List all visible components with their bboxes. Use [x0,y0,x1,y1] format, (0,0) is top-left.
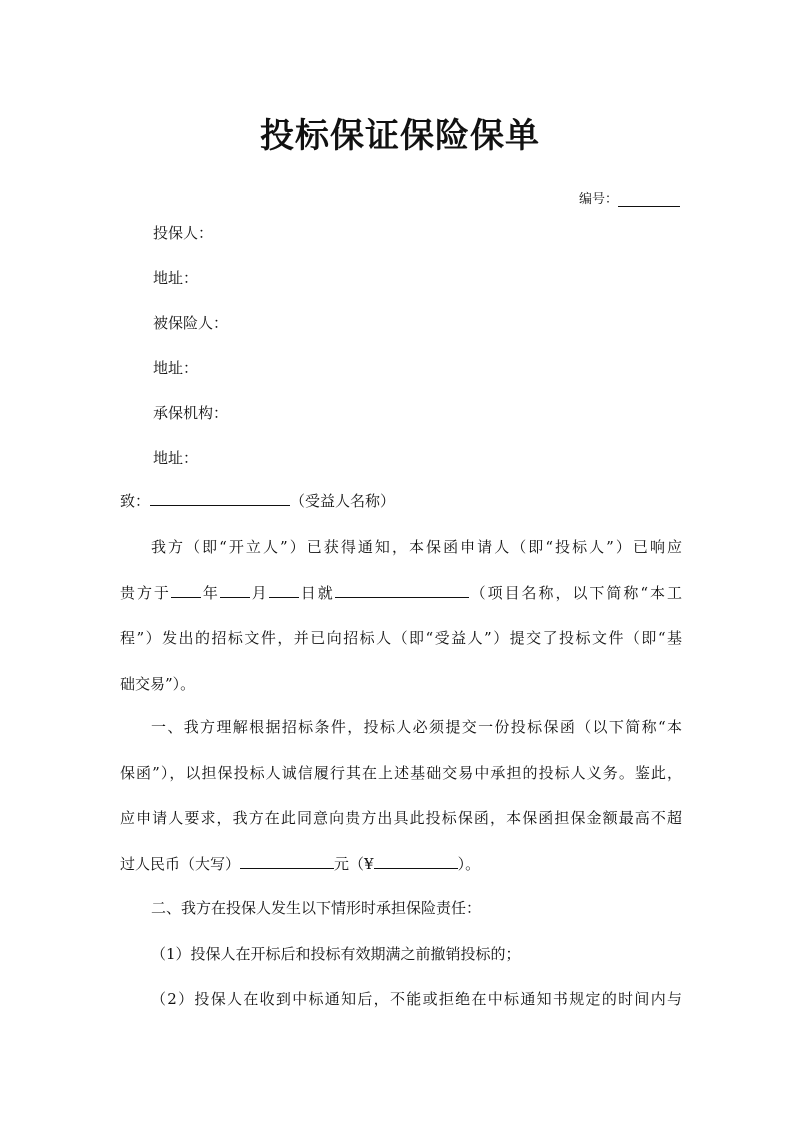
text-fragment: 过人民币（大写） [120,854,241,873]
text-fragment: 月 [249,583,269,602]
amount-words-blank [240,854,334,869]
paragraph-line: 一、我方理解根据招标条件，投标人必须提交一份投标保函（以下简称“本 [151,718,682,736]
month-blank [220,583,250,598]
paragraph-clause-two [120,886,682,1023]
paragraph-line: 础交易”）。 [120,674,196,693]
insured-address-label: 地址： [153,359,199,377]
project-name-blank [335,583,469,598]
addressee-suffix: （受益人名称） [290,492,396,510]
page-title: 投标保证保险保单 [260,116,540,156]
text-fragment: 元（¥ [334,854,374,873]
paragraph-line: 我方（即“开立人”）已获得通知，本保函申请人（即“投标人”）已响应 [151,538,682,556]
list-item: （1）投保人在开标后和投标有效期满之前撤销投标的； [151,944,521,963]
paragraph-clause-one [120,705,682,887]
underwriter-address-label: 地址： [153,449,199,467]
insured-label: 被保险人： [153,314,229,332]
list-item: （2）投保人在收到中标通知后，不能或拒绝在中标通知书规定的时间内与 [151,990,682,1008]
text-fragment: 日就 [298,583,335,602]
day-blank [269,583,299,598]
amount-figures-blank [374,854,458,869]
paragraph-line: 保函”），以担保投标人诚信履行其在上述基础交易中承担的投标人义务。鉴此， [120,763,682,782]
paragraph-line: 二、我方在投保人发生以下情形时承担保险责任： [151,899,482,917]
beneficiary-blank [150,491,290,506]
underwriter-label: 承保机构： [153,404,229,422]
paragraph-line-amount [120,842,682,888]
applicant-label: 投保人： [153,224,214,242]
paragraph-line-dates [120,571,682,617]
number-label: 编号： [578,192,618,207]
paragraph-line: 应申请人要求，我方在此同意向贵方出具此投标保函，本保函担保金额最高不超 [120,809,682,827]
text-fragment: ）。 [457,854,481,873]
paragraph-line: 程”）发出的招标文件，并已向招标人（即“受益人”）提交了投标文件（即“基 [120,629,682,647]
year-blank [171,583,201,598]
applicant-address-label: 地址： [153,269,199,287]
text-fragment: 贵方于 [120,583,171,602]
text-fragment: （项目名称，以下简称“本工 [468,583,682,602]
number-blank [618,194,680,207]
number-field [579,188,680,207]
text-fragment: 年 [200,583,220,602]
addressee-line [120,490,395,511]
addressee-prefix: 致： [120,492,151,510]
paragraph-notice [120,525,682,707]
